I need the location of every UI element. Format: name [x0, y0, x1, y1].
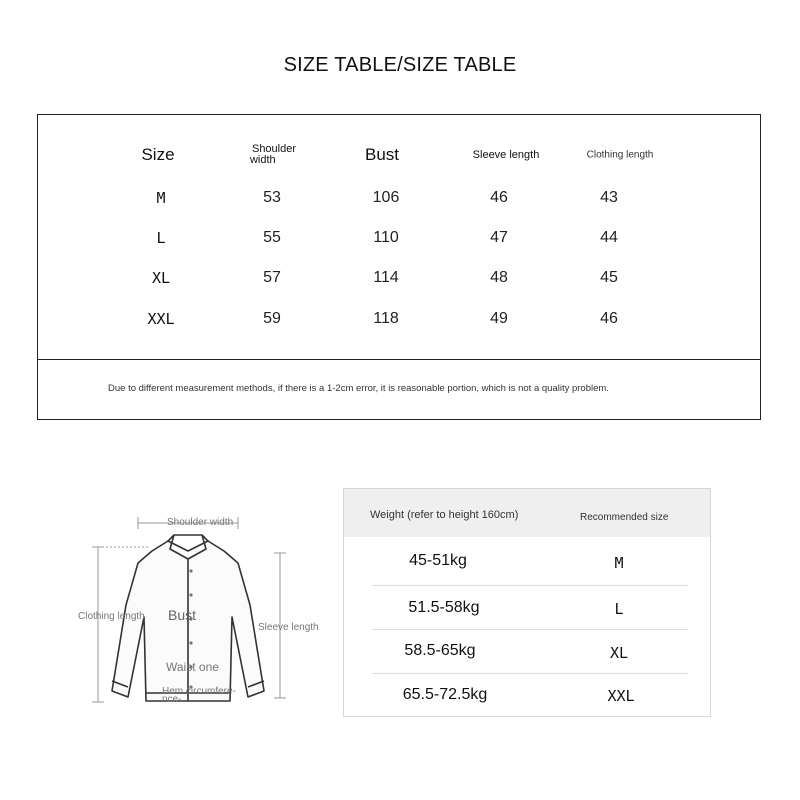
row-sleeve: 49 [490, 310, 508, 327]
rec-size: XXL [607, 687, 635, 705]
row-sleeve: 47 [490, 229, 508, 246]
label-bust: Bust [168, 607, 197, 623]
header-weight: Weight (refer to height 160cm) [370, 509, 519, 521]
rec-size: L [614, 600, 624, 618]
label-hem-line2: nce- [162, 694, 182, 705]
header-size: Size [141, 145, 175, 164]
header-shoulder-width [249, 143, 297, 166]
label-sleeve-length: Sleeve length [258, 622, 319, 633]
garment-diagram [70, 505, 340, 720]
row-clothing: 45 [600, 269, 618, 286]
row-divider [372, 673, 688, 674]
row-bust: 118 [373, 310, 399, 327]
row-bust: 110 [373, 229, 399, 246]
row-bust: 114 [373, 269, 399, 286]
row-size: M [156, 189, 166, 207]
row-size: XL [151, 269, 171, 287]
row-clothing: 43 [600, 189, 618, 206]
row-bust: 106 [372, 189, 400, 206]
recommended-size-header [344, 489, 710, 537]
row-size: L [156, 229, 166, 247]
row-shoulder: 59 [263, 310, 281, 327]
header-recommended-size: Recommended size [580, 512, 669, 523]
label-waistline: Waist one [166, 660, 219, 674]
label-hem-line1: Hem circumfere- [162, 686, 236, 697]
label-shoulder-width: Shoulder width [167, 517, 234, 528]
label-hem-circumference [162, 686, 236, 705]
label-clothing-length: Clothing length [78, 611, 145, 622]
header-clothing-length: Clothing length [586, 149, 654, 161]
header-shoulder-line1: Shoulder [251, 143, 297, 155]
row-shoulder: 57 [263, 269, 281, 286]
recommended-size-table [343, 488, 711, 717]
row-shoulder: 53 [263, 189, 281, 206]
rec-weight: 65.5-72.5kg [402, 686, 488, 703]
page-title: SIZE TABLE/SIZE TABLE [283, 54, 517, 76]
header-shoulder-line2: width [249, 154, 276, 166]
row-size: XXL [147, 310, 175, 328]
header-sleeve-length: Sleeve length [472, 149, 540, 161]
row-shoulder: 55 [263, 229, 281, 246]
row-divider [372, 629, 688, 630]
measurement-note: Due to different measurement methods, if there is a 1-2cm error, it is reasonable portion, which is not a quality problem. [108, 383, 609, 394]
rec-weight: 45-51kg [409, 552, 467, 569]
rec-size: M [614, 554, 624, 572]
table-divider [38, 359, 760, 360]
size-table [37, 114, 761, 420]
row-clothing: 44 [600, 229, 618, 246]
row-sleeve: 46 [490, 189, 508, 206]
rec-size: XL [609, 644, 629, 662]
rec-weight: 51.5-58kg [408, 599, 480, 616]
row-divider [372, 585, 688, 586]
row-clothing: 46 [600, 310, 618, 327]
header-bust: Bust [364, 145, 400, 164]
row-sleeve: 48 [490, 269, 508, 286]
rec-weight: 58.5-65kg [404, 642, 476, 659]
